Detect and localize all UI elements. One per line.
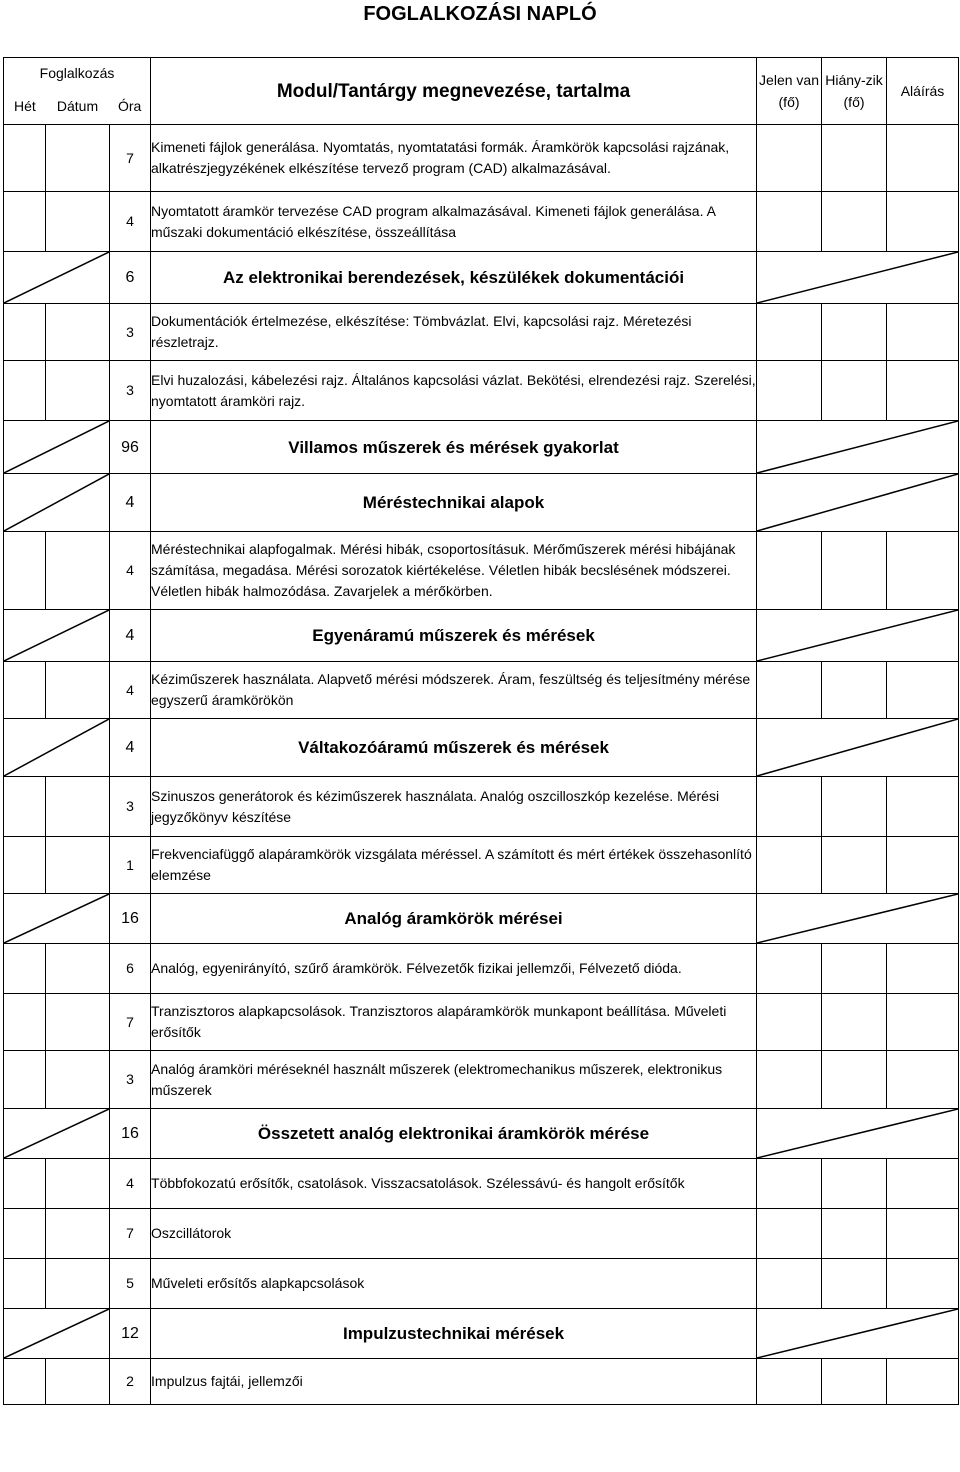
week-cell[interactable] [4,662,46,719]
table-row [4,1359,959,1405]
week-cell[interactable] [4,125,46,192]
table-row [4,304,959,361]
crossed-out-cell [757,252,959,304]
crossed-out-cell [757,474,959,532]
table-row-module [4,421,959,474]
crossed-out-cell [4,1109,110,1159]
date-cell[interactable] [46,777,110,837]
date-cell[interactable] [46,837,110,894]
week-cell[interactable] [4,361,46,421]
header-hiany-2: (fő) [843,94,865,110]
activity-log-table [3,57,959,1405]
table-row [4,1159,959,1209]
date-cell[interactable] [46,994,110,1051]
header-row [4,58,959,125]
table-row [4,994,959,1051]
absent-cell[interactable] [822,662,887,719]
absent-cell[interactable] [822,1209,887,1259]
week-cell[interactable] [4,837,46,894]
hours-cell: 4 [110,610,151,662]
table-row-heading [4,610,959,662]
topic-title: Az elektronikai berendezések, készülékek dokumentációi [151,252,757,304]
present-cell[interactable] [757,1159,822,1209]
present-cell[interactable] [757,125,822,192]
content-cell: Kéziműszerek használata. Alapvető mérési módszerek. Áram, feszültség és teljesítmény mérése egyszerű áramkörökön [151,662,757,719]
table-row-heading [4,1309,959,1359]
date-cell[interactable] [46,304,110,361]
absent-cell[interactable] [822,777,887,837]
header-alairas: Aláírás [887,58,959,125]
present-cell[interactable] [757,304,822,361]
table-row [4,125,959,192]
crossed-out-cell [757,1109,959,1159]
hours-cell: 7 [110,1209,151,1259]
signature-cell[interactable] [887,532,959,610]
week-cell[interactable] [4,994,46,1051]
date-cell[interactable] [46,944,110,994]
hours-cell: 4 [110,1159,151,1209]
header-jelen [757,58,822,125]
present-cell[interactable] [757,532,822,610]
header-modul: Modul/Tantárgy megnevezése, tartalma [151,58,757,125]
topic-title: Összetett analóg elektronikai áramkörök mérése [151,1109,757,1159]
hours-cell: 4 [110,532,151,610]
table-row [4,1259,959,1309]
hours-cell: 3 [110,304,151,361]
topic-title: Egyenáramú műszerek és mérések [151,610,757,662]
week-cell[interactable] [4,304,46,361]
date-cell[interactable] [46,125,110,192]
date-cell[interactable] [46,192,110,252]
date-cell[interactable] [46,662,110,719]
absent-cell[interactable] [822,192,887,252]
absent-cell[interactable] [822,361,887,421]
content-cell: Kimeneti fájlok generálása. Nyomtatás, nyomtatatási formák. Áramkörök kapcsolási rajzának, alkatrészjegyzékének elkészítése tervező program (CAD) alkalmazásával. [151,125,757,192]
absent-cell[interactable] [822,304,887,361]
topic-title: Impulzustechnikai mérések [151,1309,757,1359]
content-cell: Elvi huzalozási, kábelezési rajz. Általános kapcsolási vázlat. Bekötési, elrendezési rajz. Szerelési, nyomtatott áramköri rajz. [151,361,757,421]
topic-title: Váltakozóáramú műszerek és mérések [151,719,757,777]
table-row [4,532,959,610]
hours-cell: 4 [110,719,151,777]
week-cell[interactable] [4,1259,46,1309]
table-row [4,837,959,894]
crossed-out-cell [757,610,959,662]
present-cell[interactable] [757,944,822,994]
hours-cell: 4 [110,474,151,532]
header-jelen-2: (fő) [778,94,800,110]
week-cell[interactable] [4,777,46,837]
page-title: FOGLALKOZÁSI NAPLÓ [363,3,597,25]
date-cell[interactable] [46,1209,110,1259]
module-title: Villamos műszerek és mérések gyakorlat [151,421,757,474]
header-het: Hét [13,97,36,114]
table-row [4,192,959,252]
signature-cell[interactable] [887,1051,959,1109]
absent-cell[interactable] [822,1259,887,1309]
crossed-out-cell [757,1309,959,1359]
absent-cell[interactable] [822,944,887,994]
absent-cell[interactable] [822,837,887,894]
absent-cell[interactable] [822,1051,887,1109]
signature-cell[interactable] [887,994,959,1051]
absent-cell[interactable] [822,1359,887,1405]
header-datum: Dátum [56,97,99,114]
hours-cell: 96 [110,421,151,474]
signature-cell[interactable] [887,192,959,252]
topic-title: Méréstechnikai alapok [151,474,757,532]
date-cell[interactable] [46,361,110,421]
crossed-out-cell [4,610,110,662]
absent-cell[interactable] [822,125,887,192]
table-row [4,361,959,421]
hours-cell: 3 [110,777,151,837]
hours-cell: 16 [110,1109,151,1159]
signature-cell[interactable] [887,837,959,894]
topic-title: Analóg áramkörök mérései [151,894,757,944]
content-cell: Szinuszos generátorok és kéziműszerek használata. Analóg oszcilloszkóp kezelése. Mérési jegyzőkönyv készítése [151,777,757,837]
content-cell: Nyomtatott áramkör tervezése CAD program alkalmazásával. Kimeneti fájlok generálása. A műszaki dokumentáció elkészítése, összeállítása [151,192,757,252]
signature-cell[interactable] [887,662,959,719]
crossed-out-cell [4,894,110,944]
hours-cell: 16 [110,894,151,944]
hours-cell: 6 [110,252,151,304]
header-foglalkozas [4,58,151,125]
crossed-out-cell [757,894,959,944]
hours-cell: 4 [110,662,151,719]
signature-cell[interactable] [887,361,959,421]
week-cell[interactable] [4,1359,46,1405]
hours-cell: 12 [110,1309,151,1359]
hours-cell: 6 [110,944,151,994]
crossed-out-cell [757,719,959,777]
content-cell: Méréstechnikai alapfogalmak. Mérési hibák, csoportosításuk. Mérőműszerek mérési hibájának számítása, megadása. Mérési sorozatok kiértékelése. Véletlen hibák becslésének módszerei. Véletlen hibák halmozódása. Zavarjelek a mérőkörben. [151,532,757,610]
crossed-out-cell [4,1309,110,1359]
hours-cell: 7 [110,125,151,192]
hours-cell: 1 [110,837,151,894]
header-hiany-1: Hiány-zik [825,72,883,88]
signature-cell[interactable] [887,1209,959,1259]
hours-cell: 3 [110,361,151,421]
table-row-heading [4,719,959,777]
present-cell[interactable] [757,1259,822,1309]
crossed-out-cell [4,421,110,474]
week-cell[interactable] [4,1051,46,1109]
absent-cell[interactable] [822,1159,887,1209]
hours-cell: 2 [110,1359,151,1405]
crossed-out-cell [4,474,110,532]
present-cell[interactable] [757,662,822,719]
hours-cell: 7 [110,994,151,1051]
table-row [4,944,959,994]
signature-cell[interactable] [887,1359,959,1405]
table-row-heading [4,252,959,304]
present-cell[interactable] [757,837,822,894]
table-row [4,1051,959,1109]
signature-cell[interactable] [887,304,959,361]
week-cell[interactable] [4,1159,46,1209]
content-cell: Dokumentációk értelmezése, elkészítése: Tömbvázlat. Elvi, kapcsolási rajz. Méretezési részletrajz. [151,304,757,361]
header-hiany [822,58,887,125]
content-cell: Analóg, egyenirányító, szűrő áramkörök. Félvezetők fizikai jellemzői, Félvezető dióda. [151,944,757,994]
crossed-out-cell [757,421,959,474]
present-cell[interactable] [757,994,822,1051]
content-cell: Analóg áramköri méréseknél használt műszerek (elektromechanikus műszerek, elektronikus műszerek [151,1051,757,1109]
table-row [4,1209,959,1259]
hours-cell: 4 [110,192,151,252]
table-row-heading [4,894,959,944]
absent-cell[interactable] [822,532,887,610]
signature-cell[interactable] [887,777,959,837]
week-cell[interactable] [4,192,46,252]
content-cell: Műveleti erősítős alapkapcsolások [151,1259,757,1309]
content-cell: Többfokozatú erősítők, csatolások. Visszacsatolások. Szélessávú- és hangolt erősítők [151,1159,757,1209]
header-foglalkozas-label: Foglalkozás [39,65,115,81]
header-ora: Óra [117,97,142,114]
crossed-out-cell [4,719,110,777]
present-cell[interactable] [757,192,822,252]
absent-cell[interactable] [822,994,887,1051]
content-cell: Tranzisztoros alapkapcsolások. Tranzisztoros alapáramkörök munkapont beállítása. Műveleti erősítők [151,994,757,1051]
table-row-heading [4,1109,959,1159]
signature-cell[interactable] [887,944,959,994]
week-cell[interactable] [4,944,46,994]
week-cell[interactable] [4,532,46,610]
date-cell[interactable] [46,532,110,610]
signature-cell[interactable] [887,1259,959,1309]
content-cell: Oszcillátorok [151,1209,757,1259]
present-cell[interactable] [757,1051,822,1109]
hours-cell: 5 [110,1259,151,1309]
date-cell[interactable] [46,1359,110,1405]
signature-cell[interactable] [887,125,959,192]
crossed-out-cell [4,252,110,304]
date-cell[interactable] [46,1159,110,1209]
hours-cell: 3 [110,1051,151,1109]
present-cell[interactable] [757,361,822,421]
signature-cell[interactable] [887,1159,959,1209]
table-row-heading [4,474,959,532]
content-cell: Impulzus fajtái, jellemzői [151,1359,757,1405]
header-jelen-1: Jelen van [759,72,819,88]
table-row [4,662,959,719]
table-row [4,777,959,837]
content-cell: Frekvenciafüggő alapáramkörök vizsgálata méréssel. A számított és mért értékek összehasonlító elemzése [151,837,757,894]
present-cell[interactable] [757,1359,822,1405]
present-cell[interactable] [757,777,822,837]
date-cell[interactable] [46,1051,110,1109]
week-cell[interactable] [4,1209,46,1259]
date-cell[interactable] [46,1259,110,1309]
present-cell[interactable] [757,1209,822,1259]
